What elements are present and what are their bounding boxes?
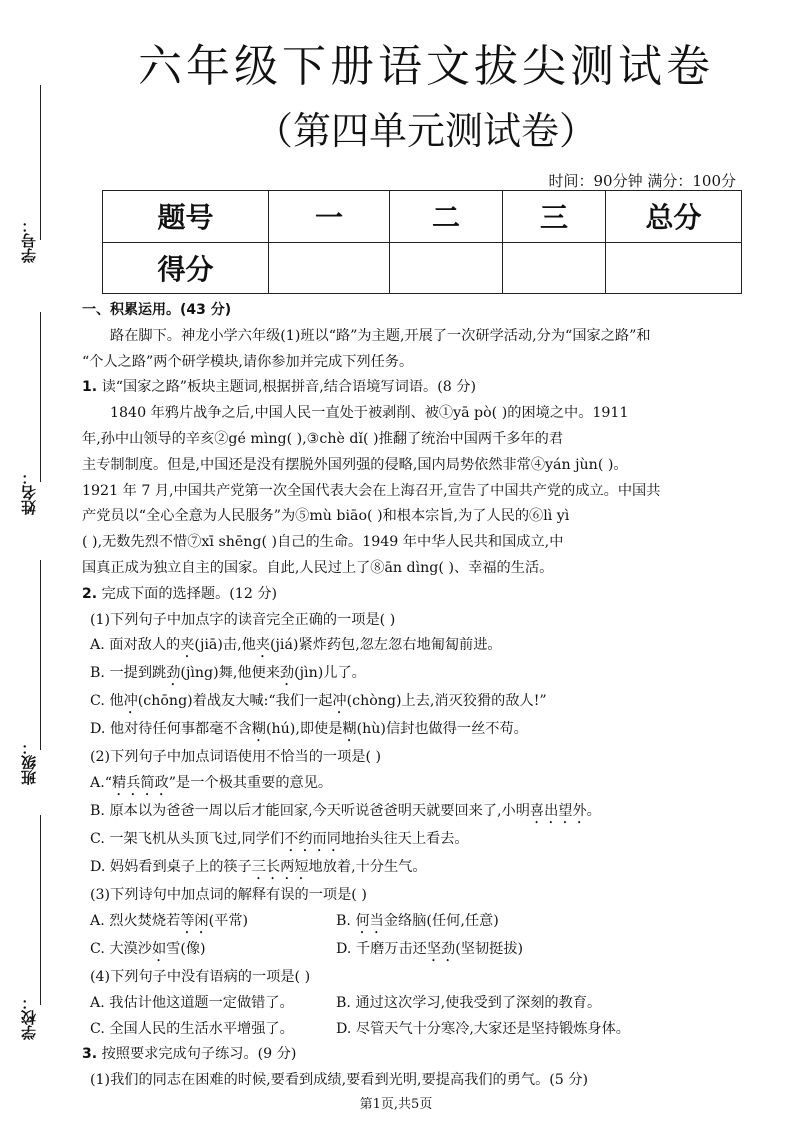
class-label: 班级： xyxy=(20,740,38,785)
sub-question: (2)下列句子中加点词语使用不恰当的一项是( ) xyxy=(90,749,382,766)
score-cell[interactable] xyxy=(390,242,503,294)
name-label: 姓名： xyxy=(20,470,38,515)
dotted-char: 冲 xyxy=(123,693,138,710)
student-id-label: 学号： xyxy=(20,218,38,263)
passage-line: 1921 年 7 月,中国共产党第一次全国代表大会在上海召开,宣告了中国共产党的成立。中国共 xyxy=(82,482,661,499)
option xyxy=(82,855,752,883)
option-text: (jìng)舞,他便来 xyxy=(180,665,280,682)
dotted-word: 精兵简政 xyxy=(112,775,169,792)
question-text: 完成下面的选择题。(12 分) xyxy=(101,585,278,602)
score-header-cell: 二 xyxy=(390,191,503,243)
option-text: (chōng)着战友大喊:“我们一起 xyxy=(137,693,333,710)
dotted-word: 不约而同 xyxy=(284,831,341,848)
dotted-char: 糊 xyxy=(342,721,357,738)
sub-question: (3)下列诗句中加点词的解释有误的一项是( ) xyxy=(90,887,367,904)
option-row xyxy=(82,937,752,965)
option-text: A.“ xyxy=(90,775,113,792)
option-text: A. 烈火焚烧若 xyxy=(90,912,181,929)
question-number: 3. xyxy=(82,1046,98,1063)
dotted-char: 劲 xyxy=(279,665,295,682)
option-text: (jìn)儿了。 xyxy=(294,665,366,682)
dotted-char: 夹 xyxy=(255,637,270,654)
intro-line: “个人之路”两个研学模块,请你参加并完成下列任务。 xyxy=(82,353,414,370)
time-score-info: 时间：90分钟 满分：100分 xyxy=(548,172,736,190)
binding-margin xyxy=(0,0,72,1122)
option xyxy=(82,661,752,689)
option: A. 我估计他这道题一定做错了。 xyxy=(90,994,294,1011)
option: C. 全国人民的生活水平增强了。 xyxy=(90,1020,294,1037)
dotted-word: 如 xyxy=(151,940,167,957)
binding-line-3 xyxy=(40,560,41,750)
score-cell[interactable] xyxy=(269,242,390,294)
passage-line: ( ),无数先烈不惜⑦xī shēng( )自己的生命。1949 年中华人民共和国成立,中 xyxy=(82,534,564,551)
option xyxy=(82,771,752,799)
option-text: 地放着,十分生气。 xyxy=(308,859,427,876)
question-number: 2. xyxy=(82,585,98,602)
question-2 xyxy=(82,582,752,608)
option xyxy=(82,689,752,717)
dotted-word: 何当 xyxy=(355,912,384,929)
question-1 xyxy=(82,375,752,401)
score-header-cell: 三 xyxy=(503,191,606,243)
option-text: ”是一个极其重要的意见。 xyxy=(168,775,333,792)
option-text: D. 他对待任何事都毫不含 xyxy=(90,721,252,738)
question-text: 读“国家之路”板块主题词,根据拼音,结合语境写词语。(8 分) xyxy=(101,379,477,396)
option-row xyxy=(82,909,752,937)
option-row xyxy=(82,991,752,1017)
dotted-char: 劲 xyxy=(166,665,181,682)
option-text: 。 xyxy=(586,803,601,820)
sub-question: (1)我们的同志在困难的时候,要看到成绩,要看到光明,要提高我们的勇气。(5 分) xyxy=(90,1072,589,1089)
sub-question: (4)下列句子中没有语病的一项是( ) xyxy=(90,968,311,985)
passage-line: 主专制制度。但是,中国还是没有摆脱外国列强的侵略,国内局势依然非常④yán jùn( )。 xyxy=(82,456,628,473)
option xyxy=(336,937,523,965)
passage-line: 年,孙中山领导的辛亥②gé mìng( ),③chè dǐ( )推翻了统治中国两千多年的君 xyxy=(82,430,564,447)
dotted-word: 等闲 xyxy=(180,912,209,929)
option xyxy=(90,937,336,965)
passage-line: 产党员以“全心全意为人民服务”为⑤mù biāo( )和根本宗旨,为了人民的⑥lì yì xyxy=(82,508,570,525)
dotted-word: 喜出望外 xyxy=(529,803,587,820)
option-text: C. 他 xyxy=(90,693,124,710)
binding-line-4 xyxy=(40,815,41,1005)
school-label: 学校： xyxy=(20,995,38,1040)
page-number: 第1页,共5页 xyxy=(359,1097,433,1112)
sub-question: (1)下列句子中加点字的读音完全正确的一项是( ) xyxy=(90,611,396,628)
option-text: (hú),即使是 xyxy=(265,721,343,738)
option-row xyxy=(82,1017,752,1043)
dotted-word: 坚劲 xyxy=(426,940,456,957)
option-text: 地抬头往天上看去。 xyxy=(340,831,469,848)
option-text: C. 大漠沙 xyxy=(90,940,152,957)
dotted-char: 夹 xyxy=(180,637,195,654)
binding-line-2 xyxy=(40,312,41,482)
option-text: B. 原本以为爸爸一周以后才能回家,今天听说爸爸明天就要回来了,小明 xyxy=(90,803,530,820)
score-header-cell: 一 xyxy=(269,191,390,243)
score-cell[interactable] xyxy=(503,242,606,294)
option-text: 金络脑(任何,任意) xyxy=(383,912,499,929)
intro-line: 路在脚下。神龙小学六年级(1)班以“路”为主题,开展了一次研学活动,分为“国家之路”和 xyxy=(110,327,651,344)
option: D. 尽管天气十分寒冷,大家还是坚持锻炼身体。 xyxy=(336,1020,630,1037)
exam-content xyxy=(82,298,752,1094)
dotted-char: 糊 xyxy=(251,721,266,738)
question-3 xyxy=(82,1042,752,1068)
score-cell[interactable] xyxy=(606,242,742,294)
option-text: A. 面对敌人的 xyxy=(90,637,181,654)
option-text: (平常) xyxy=(208,912,249,929)
option-text: B. 一提到跳 xyxy=(90,665,167,682)
page-subtitle: （第四单元测试卷） xyxy=(254,109,597,153)
score-table-header-row xyxy=(103,191,742,243)
page-title: 六年级下册语文拔尖测试卷 xyxy=(138,41,714,92)
option-text: (jiā)击,他 xyxy=(194,637,256,654)
option-text: C. 一架飞机从头顶飞过,同学们 xyxy=(90,831,285,848)
passage-line: 国真正成为独立自主的国家。自此,人民过上了⑧ān dìng( )、幸福的生活。 xyxy=(82,559,554,576)
passage-line: 1840 年鸦片战争之后,中国人民一直处于被剥削、被①yā pò( )的困境之中。1911 xyxy=(110,405,629,422)
option xyxy=(82,633,752,661)
score-table xyxy=(102,190,742,294)
option xyxy=(82,799,752,827)
option-text: (坚韧挺拔) xyxy=(455,940,524,957)
section-heading: 一、积累运用。(43 分) xyxy=(82,302,232,318)
option-text: D. 千磨万击还 xyxy=(336,940,427,957)
option xyxy=(82,827,752,855)
option-text: D. 妈妈看到桌子上的筷子 xyxy=(90,859,252,876)
dotted-char: 冲 xyxy=(332,693,347,710)
option: B. 通过这次学习,使我受到了深刻的教育。 xyxy=(336,994,602,1011)
option-text: 雪(像) xyxy=(166,940,206,957)
question-number: 1. xyxy=(82,379,98,396)
score-row-label: 得分 xyxy=(103,242,269,294)
question-text: 按照要求完成句子练习。(9 分) xyxy=(101,1046,297,1063)
score-header-cell: 题号 xyxy=(103,191,269,243)
option-text: (chòng)上去,消灭狡猾的敌人!” xyxy=(346,693,547,710)
score-table-score-row xyxy=(103,242,742,294)
score-header-cell: 总分 xyxy=(606,191,742,243)
option xyxy=(336,909,499,937)
dotted-word: 三长两短 xyxy=(251,859,309,876)
option xyxy=(90,909,336,937)
option-text: (hù)信封也做得一丝不苟。 xyxy=(356,721,528,738)
option-text: (jiá)紧炸药包,忽左忽右地匍匐前进。 xyxy=(269,637,502,654)
option-text: B. xyxy=(336,912,351,929)
option xyxy=(82,717,752,745)
